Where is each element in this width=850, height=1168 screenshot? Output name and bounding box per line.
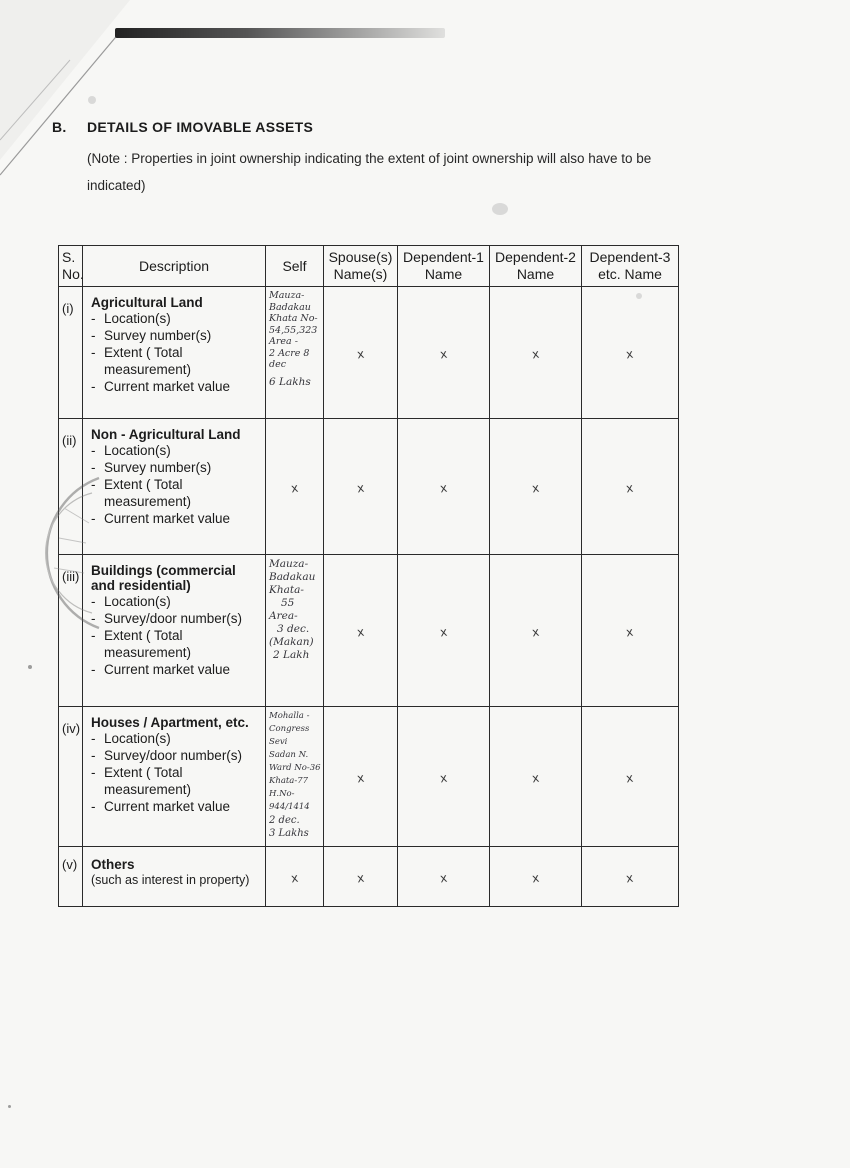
cross-mark: x (438, 480, 448, 495)
row-sno: (v) (59, 847, 83, 907)
self-handwritten-entry (266, 555, 324, 707)
row-description (83, 847, 266, 907)
scan-speck (8, 1105, 11, 1108)
sub-item: - Current market value (91, 378, 261, 395)
self-handwritten-entry (266, 287, 324, 419)
handwritten-line: 2 Acre 8 dec (269, 347, 310, 370)
dependent-1-cell (398, 847, 490, 907)
spouse-cell (324, 847, 398, 907)
sub-item: - Survey/door number(s) (91, 747, 261, 764)
category-title: Buildings (commercial and residential) (91, 563, 236, 593)
row-description (83, 419, 266, 555)
header-self: Self (266, 246, 324, 287)
dependent-1-cell (398, 419, 490, 555)
cross-mark: x (530, 870, 540, 885)
handwritten-line: (Makan) (269, 636, 314, 648)
handwritten-line: 3 dec. (277, 623, 310, 635)
category-title: Non - Agricultural Land (91, 427, 241, 442)
handwritten-line: H.No-944/1414 (269, 789, 310, 812)
scan-speck (492, 203, 508, 215)
section-letter: B. (52, 119, 67, 135)
cross-mark: x (625, 624, 635, 639)
dependent-3-cell (582, 707, 679, 847)
cross-mark: x (289, 480, 299, 495)
dependent-2-cell (490, 847, 582, 907)
spouse-cell (324, 555, 398, 707)
cross-mark: x (625, 770, 635, 785)
cross-mark: x (355, 480, 365, 495)
sub-item: - Location(s) (91, 442, 261, 459)
header-dependent-2: Dependent-2 Name (490, 246, 582, 287)
handwritten-line: 2 Lakh (273, 649, 310, 661)
dependent-1-cell (398, 555, 490, 707)
sub-item: - Extent ( Total measurement) (91, 476, 261, 510)
section-note: (Note : Properties in joint ownership indicating the extent of joint ownership will also have to be indicated) (87, 151, 652, 193)
handwritten-line: Badakau (269, 571, 316, 583)
sub-item: - Extent ( Total measurement) (91, 764, 261, 798)
handwritten-line: 54,55,323 (269, 324, 318, 336)
sub-item: - Current market value (91, 798, 261, 815)
dependent-2-cell (490, 419, 582, 555)
handwritten-line: 55 (281, 597, 295, 609)
scan-edge-bar (115, 28, 445, 38)
cross-mark: x (355, 870, 365, 885)
handwritten-line: Khata No- (269, 313, 318, 324)
section-title: DETAILS OF IMOVABLE ASSETS (87, 119, 314, 135)
row-description (83, 287, 266, 419)
cross-mark: x (438, 346, 448, 361)
cross-mark: x (438, 870, 448, 885)
self-handwritten-entry (266, 707, 324, 847)
category-title: Others (91, 857, 135, 872)
row-description (83, 707, 266, 847)
handwritten-line: 6 Lakhs (269, 375, 311, 388)
cross-mark: x (530, 346, 540, 361)
handwritten-line: 3 Lakhs (269, 828, 309, 839)
scan-speck (88, 96, 96, 104)
cross-mark: x (438, 624, 448, 639)
table-row (59, 555, 679, 707)
dependent-1-cell (398, 287, 490, 419)
handwritten-line: Sadan N. (269, 750, 309, 760)
handwritten-line: Mauza- (269, 290, 305, 301)
cross-mark: x (530, 770, 540, 785)
row-sno: (ii) (59, 419, 83, 555)
table-header-row (59, 246, 679, 287)
category-title: Houses / Apartment, etc. (91, 715, 249, 730)
sub-item: - Survey number(s) (91, 459, 261, 476)
spouse-cell (324, 707, 398, 847)
row-sno: (iii) (59, 555, 83, 707)
handwritten-line: Khata- (269, 584, 304, 596)
sub-item: - Location(s) (91, 730, 261, 747)
handwritten-line: Area- (269, 610, 298, 622)
header-spouse: Spouse(s) Name(s) (324, 246, 398, 287)
cross-mark: x (530, 480, 540, 495)
sub-item: - Extent ( Total measurement) (91, 627, 261, 661)
cross-mark: x (355, 346, 365, 361)
cross-mark: x (289, 870, 299, 885)
dependent-3-cell (582, 555, 679, 707)
table-row (59, 707, 679, 847)
faded-stamp-seal (4, 468, 104, 638)
row-sno: (i) (59, 287, 83, 419)
handwritten-line: Ward No-36 (269, 763, 321, 773)
spouse-cell (324, 287, 398, 419)
sub-item: - Survey/door number(s) (91, 610, 261, 627)
sub-item: - Location(s) (91, 310, 261, 327)
handwritten-line: Area - (269, 336, 298, 347)
cross-mark: x (530, 624, 540, 639)
sub-item: - Survey number(s) (91, 327, 261, 344)
category-title: Agricultural Land (91, 295, 203, 310)
handwritten-line: 2 dec. (269, 815, 300, 826)
header-dependent-1: Dependent-1 Name (398, 246, 490, 287)
dependent-1-cell (398, 707, 490, 847)
header-sno: S. No. (59, 246, 83, 287)
sub-item: - Extent ( Total measurement) (91, 344, 261, 378)
self-cell (266, 419, 324, 555)
header-description: Description (83, 246, 266, 287)
self-cell (266, 847, 324, 907)
dependent-3-cell (582, 287, 679, 419)
handwritten-line: Mauza- (269, 558, 309, 570)
category-note: (such as interest in property) (91, 873, 250, 887)
dependent-2-cell (490, 707, 582, 847)
handwritten-line: Badakau (269, 301, 311, 313)
sub-item: - Current market value (91, 510, 261, 527)
sub-item: - Location(s) (91, 593, 261, 610)
handwritten-line: Congress Sevi (269, 724, 310, 747)
scan-speck (28, 665, 32, 669)
row-description (83, 555, 266, 707)
scan-speck (636, 293, 642, 299)
dependent-3-cell (582, 847, 679, 907)
cross-mark: x (355, 770, 365, 785)
header-dependent-3: Dependent-3 etc. Name (582, 246, 679, 287)
cross-mark: x (625, 346, 635, 361)
immovable-assets-table (58, 245, 679, 907)
cross-mark: x (355, 624, 365, 639)
cross-mark: x (625, 870, 635, 885)
cross-mark: x (438, 770, 448, 785)
spouse-cell (324, 419, 398, 555)
dependent-2-cell (490, 287, 582, 419)
table-row (59, 419, 679, 555)
sub-item: - Current market value (91, 661, 261, 678)
table-row (59, 847, 679, 907)
dependent-3-cell (582, 419, 679, 555)
table-row (59, 287, 679, 419)
dependent-2-cell (490, 555, 582, 707)
handwritten-line: Mohalla - (269, 711, 310, 721)
row-sno: (iv) (59, 707, 83, 847)
handwritten-line: Khata-77 (269, 776, 309, 786)
cross-mark: x (625, 480, 635, 495)
